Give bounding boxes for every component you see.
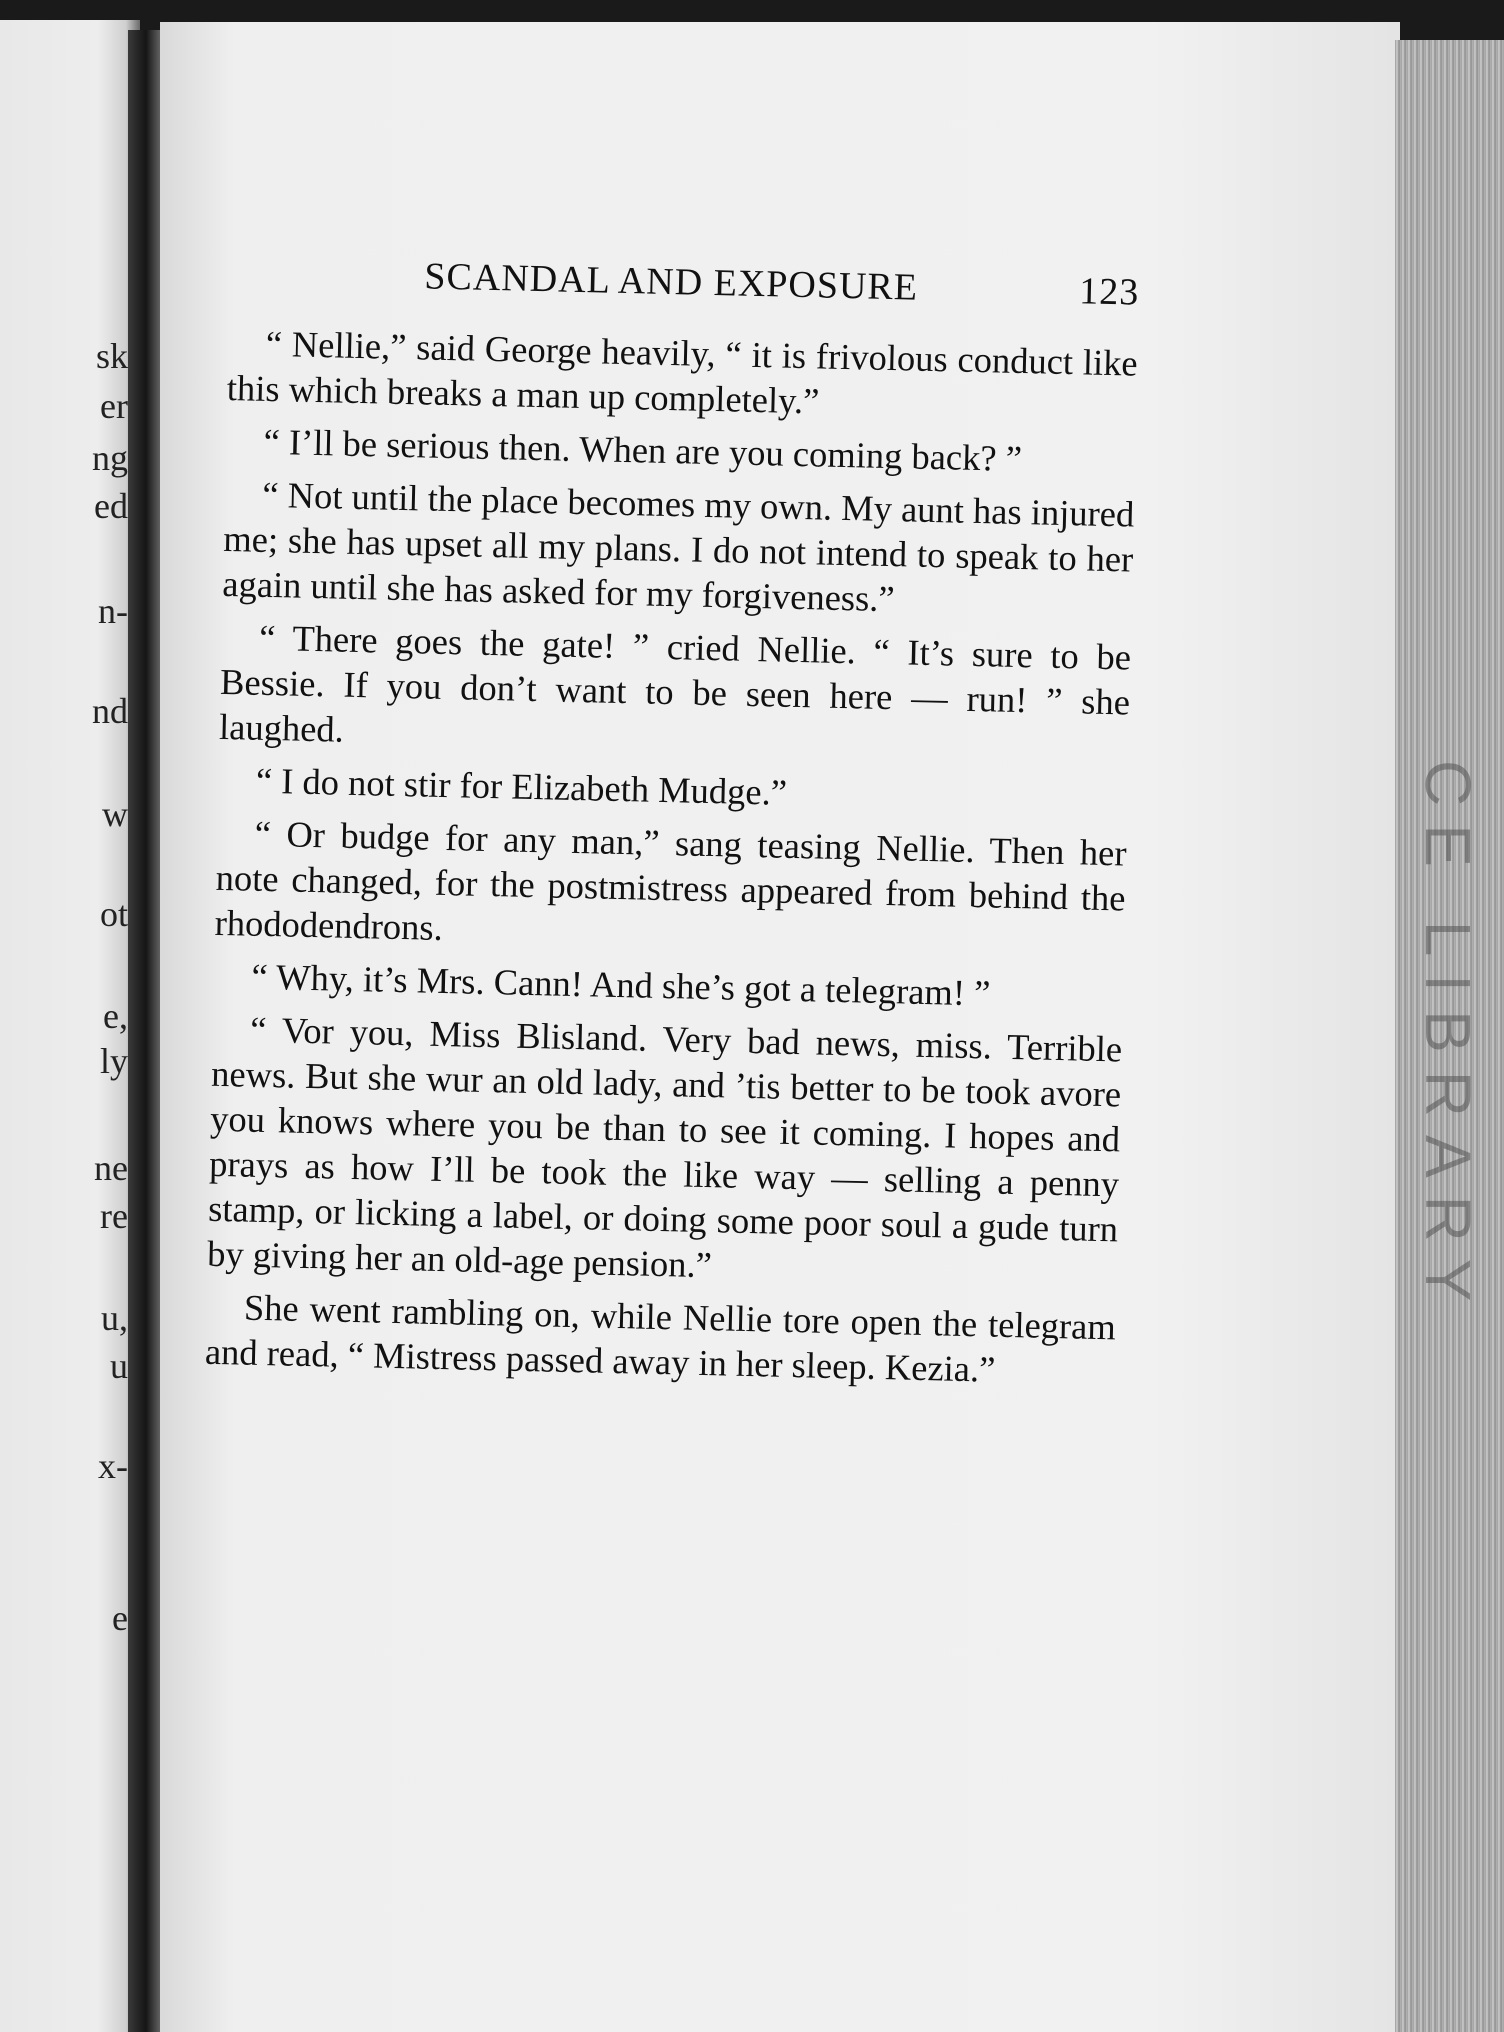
paragraph: “ I’ll be serious then. When are you coming back? ” xyxy=(263,420,1023,480)
left-fragment: x- xyxy=(98,1446,128,1486)
running-head: SCANDAL AND EXPOSURE xyxy=(423,255,919,309)
left-fragment: nd xyxy=(92,691,128,731)
paragraph: She went rambling on, while Nellie tore open the telegram and read, “ Mistress passed away in her sleep. Kezia.” xyxy=(204,1286,1117,1390)
left-fragment: ot xyxy=(99,894,128,934)
left-fragment: u, xyxy=(101,1298,128,1338)
paragraph: “ Or budge for any man,” sang teasing Nellie. Then her note changed, for the postmistress appeared from behind the rhododendrons. xyxy=(214,812,1128,948)
paragraph: “ I do not stir for Elizabeth Mudge.” xyxy=(255,759,788,813)
page-text-block xyxy=(204,250,1139,1402)
page-number: 123 xyxy=(1078,270,1140,314)
left-fragment: ly xyxy=(99,1041,128,1081)
paragraph: “ Vor you, Miss Blisland. Very bad news, miss. Terrible news. But she wur an old lady, and ’tis better to be took avore you knows where you be than to see it coming. I hopes and prays as how I’ll be took the like way — selling a penny stamp, or licking a label, or doing some poor soul a gude turn by giving her an old-age pension.” xyxy=(206,1008,1123,1286)
library-stamp: CE LIBRARY xyxy=(1412,760,1484,1320)
paragraph: “ Nellie,” said George heavily, “ it is frivolous conduct like this which breaks a man up completely.” xyxy=(226,322,1139,422)
left-fragment: n- xyxy=(98,591,128,631)
paragraph: “ There goes the gate! ” cried Nellie. “ It’s sure to be Bessie. If you don’t want to be seen here — run! ” she laughed. xyxy=(218,616,1132,750)
left-fragment: ng xyxy=(92,438,128,478)
left-fragment: ne xyxy=(94,1148,128,1188)
left-fragment: ed xyxy=(94,486,128,526)
left-fragment: re xyxy=(100,1196,128,1236)
left-fragment: u xyxy=(110,1346,128,1386)
left-fragment: sk xyxy=(95,336,128,376)
paragraph: “ Why, it’s Mrs. Cann! And she’s got a telegram! ” xyxy=(251,955,991,1014)
left-fragment: er xyxy=(100,386,128,426)
paragraph: “ Not until the place becomes my own. My aunt has injured me; she has upset all my plans. I do not intend to speak to her again until she has asked for my forgiveness.” xyxy=(221,473,1135,620)
left-fragment: e, xyxy=(103,996,128,1036)
left-fragment: e xyxy=(112,1598,128,1638)
left-fragment: w xyxy=(102,794,128,834)
book-gutter xyxy=(128,30,164,2032)
left-facing-page xyxy=(0,20,140,2032)
